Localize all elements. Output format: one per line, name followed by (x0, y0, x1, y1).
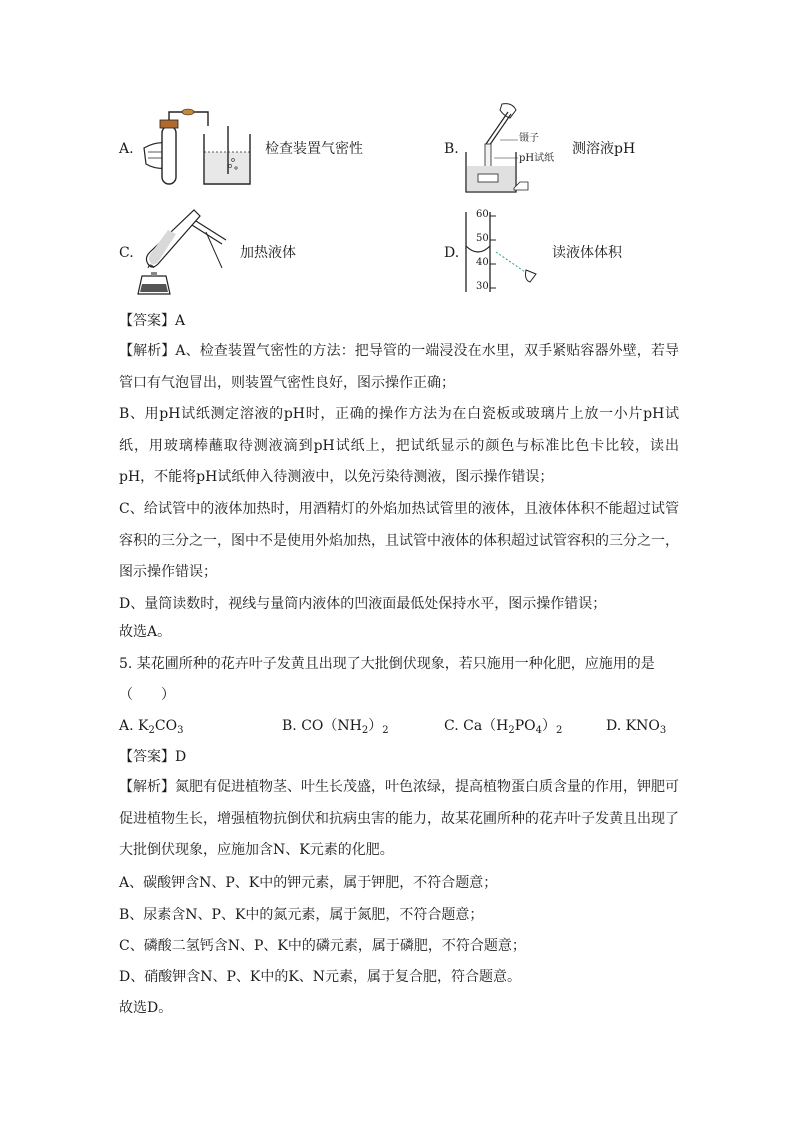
option-b-caption: 测溶液pH (572, 141, 636, 157)
q4-analysis-c: C、给试管中的液体加热时，用酒精灯的外焰加热试管里的液体，且液体体积不能超过试管容积的三分之一，图中不是使用外焰加热，且试管中液体的体积超过试管容积的三分之一，图示操作错误； (119, 501, 679, 580)
option-a-caption: 检查装置气密性 (265, 141, 363, 157)
q5-conclusion: 故选D。 (119, 1000, 173, 1016)
q5-option-c: C. $Ca(H_2PO_4)_2$ (444, 718, 563, 736)
tweezers-label: 镊子 (519, 133, 539, 144)
tick-60: 60 (476, 209, 489, 220)
q5-option-b: B. $CO(NH_2)_2$ (282, 718, 389, 736)
heating-liquid-figure (136, 204, 236, 296)
q5-analysis: 【解析】氮肥有促进植物茎、叶生长茂盛，叶色浓绿，提高植物蛋白质含量的作用，钾肥可促进植物生长，增强植物抗倒伏和抗病虫害的能力，故某花圃所种的花卉叶子发黄且出现了大批倒伏现象，应施加含N、K元素的化肥。 (119, 779, 679, 858)
option-d-letter: D. (444, 245, 460, 261)
q5-item-c: C、磷酸二氢钙含N、P、K中的磷元素，属于磷肥，不符合题意； (119, 938, 526, 954)
option-c-caption: 加热液体 (240, 245, 296, 261)
option-b-letter: B. (444, 141, 459, 157)
q5-answer: 【答案】D (119, 749, 187, 765)
q4-analysis-intro: 【解析】A、检查装置气密性的方法：把导管的一端浸没在水里，双手紧贴容器外壁，若导管口有气泡冒出，则装置气密性良好，图示操作正确； (119, 343, 679, 391)
q4-analysis-d: D、量筒读数时，视线与量筒内液体的凹液面最低处保持水平，图示操作错误； (119, 596, 607, 612)
q5-blank: （ ） (119, 687, 175, 703)
q5-item-a: A、碳酸钾含N、P、K中的钾元素，属于钾肥，不符合题意； (119, 875, 498, 891)
q5-item-d: D、硝酸钾含N、P、K中的K、N元素，属于复合肥，符合题意。 (119, 969, 522, 985)
ph-paper-label: pH试纸 (519, 153, 555, 164)
option-a-letter: A. (119, 141, 134, 157)
option-d-caption: 读液体体积 (552, 245, 622, 261)
ph-test-figure (458, 100, 570, 196)
option-c-letter: C. (119, 245, 134, 261)
tick-30: 30 (476, 281, 489, 292)
airtightness-check-figure (140, 104, 260, 192)
tick-40: 40 (476, 257, 489, 268)
q5-item-b: B、尿素含N、P、K中的氮元素，属于氮肥，不符合题意； (119, 907, 484, 923)
graduated-cylinder-figure (460, 208, 550, 296)
tick-50: 50 (476, 233, 489, 244)
q5-option-a: A. $K_2CO_3$ (119, 718, 184, 736)
q4-conclusion: 故选A。 (119, 624, 172, 640)
q4-analysis-b: B、用pH试纸测定溶液的pH时，正确的操作方法为在白瓷板或玻璃片上放一小片pH试纸，用玻璃棒蘸取待测液滴到pH试纸上，把试纸显示的颜色与标准比色卡比较，读出pH，不能将pH试纸伸入待测液中，以免污染待测液，图示操作错误； (119, 406, 679, 485)
q5-stem: 5. 某花圃所种的花卉叶子发黄且出现了大批倒伏现象，若只施用一种化肥，应施用的是 (119, 656, 655, 672)
q4-answer: 【答案】A (119, 313, 186, 329)
q5-option-d: D. $KNO_3$ (606, 718, 667, 736)
